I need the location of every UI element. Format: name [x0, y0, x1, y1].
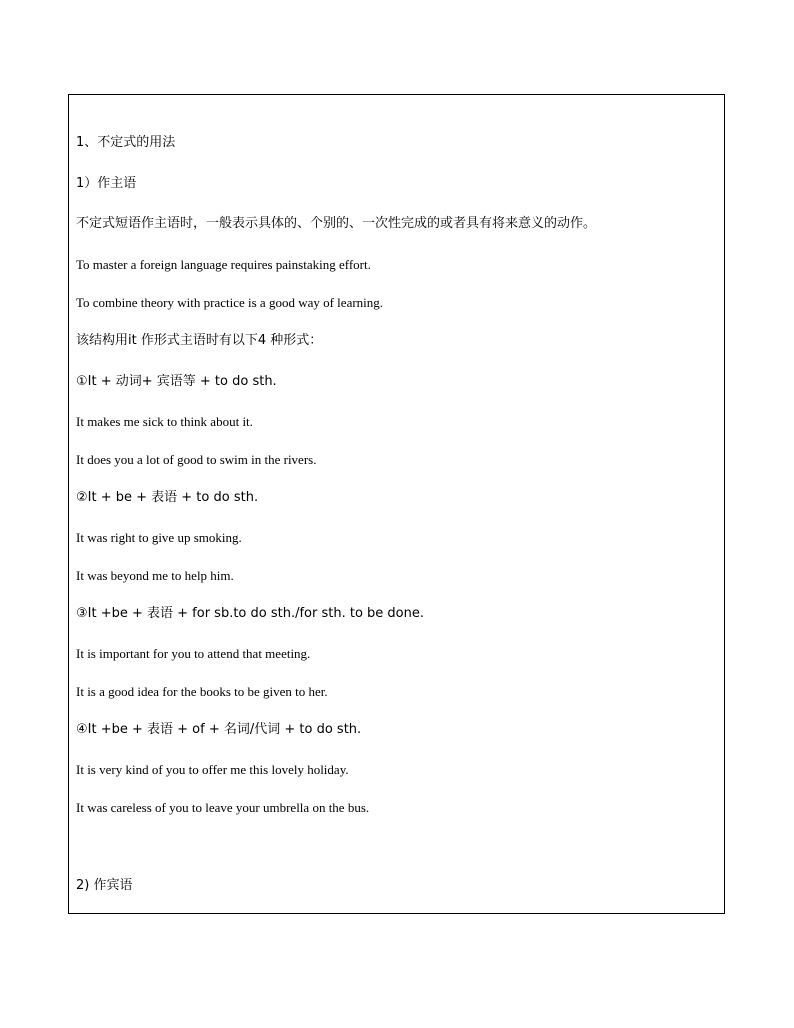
example-sentence: It is very kind of you to offer me this lovely holiday.	[76, 762, 349, 777]
example-sentence: It is a good idea for the books to be given to her.	[76, 684, 328, 699]
example-sentence: It makes me sick to think about it.	[76, 414, 253, 429]
example-sentence: It does you a lot of good to swim in the rivers.	[76, 452, 317, 467]
example-sentence: To combine theory with practice is a good way of learning.	[76, 295, 384, 310]
example-sentence: To master a foreign language requires painstaking effort.	[76, 257, 371, 272]
example-sentence: It is important for you to attend that meeting.	[76, 646, 311, 661]
example-sentence: It was careless of you to leave your umbrella on the bus.	[76, 800, 370, 815]
section-heading: 1、不定式的用法	[76, 135, 176, 150]
example-sentence: It was right to give up smoking.	[76, 530, 242, 545]
intro-paragraph: 不定式短语作主语时，一般表示具体的、个别的、一次性完成的或者具有将来意义的动作。	[76, 216, 597, 231]
subheading-object: 2) 作宾语	[76, 878, 133, 893]
pattern-4: ④It +be + 表语 + of + 名词/代词 + to do sth.	[76, 722, 362, 737]
pattern-2: ②It + be + 表语 + to do sth.	[76, 490, 259, 505]
it-forms-intro: 该结构用it 作形式主语时有以下4 种形式：	[76, 333, 323, 348]
pattern-1: ①It + 动词+ 宾语等 + to do sth.	[76, 374, 277, 389]
pattern-3: ③It +be + 表语 + for sb.to do sth./for sth. to be done.	[76, 606, 425, 621]
document-frame	[68, 94, 725, 914]
subheading-subject: 1）作主语	[76, 176, 137, 191]
example-sentence: It was beyond me to help him.	[76, 568, 234, 583]
